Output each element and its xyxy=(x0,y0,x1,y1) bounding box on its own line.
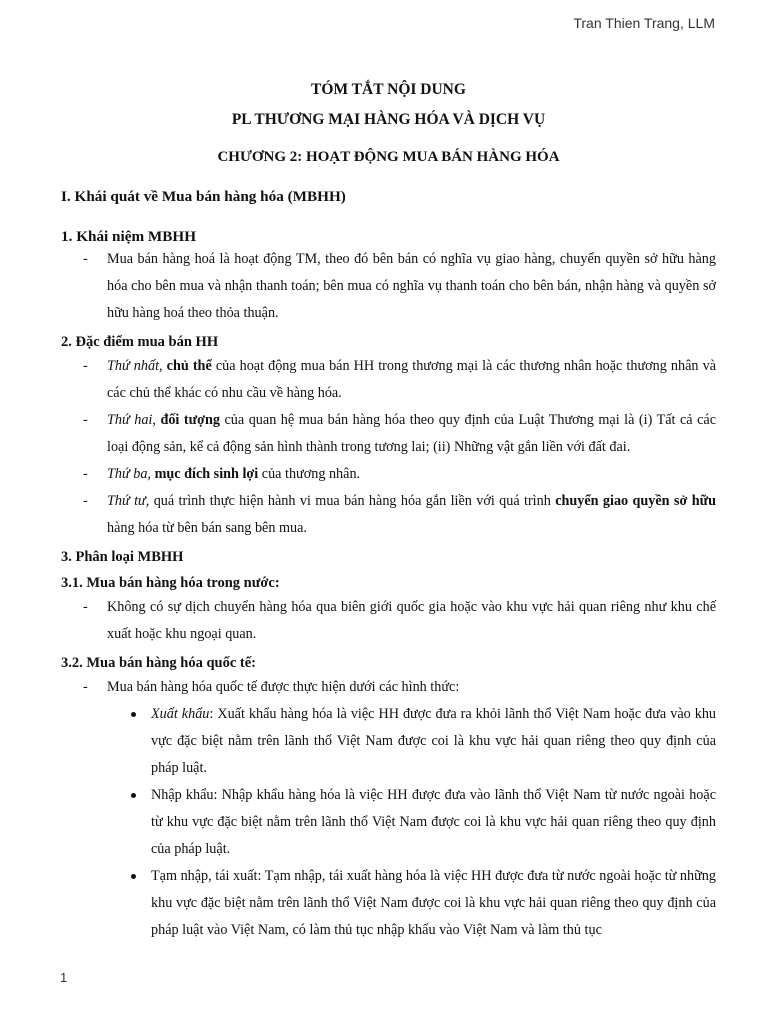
page-number: 1 xyxy=(60,970,68,985)
subsection-heading-2: 2. Đặc điểm mua bán HH xyxy=(61,334,219,350)
document-subtitle: PL THƯƠNG MẠI HÀNG HÓA VÀ DỊCH VỤ xyxy=(231,111,546,128)
subsection-heading-3: 3. Phân loại MBHH xyxy=(61,549,184,565)
item-lead: Thứ hai, xyxy=(107,412,156,428)
form-item-export: Xuất khẩu: Xuất khẩu hàng hóa là việc HH được đưa ra khỏi lãnh thổ Việt Nam hoặc đưa vào khu vực đặc biệt nằm trên lãnh thổ Việt Nam được coi là khu vực hải quan riêng theo quy định của pháp luật. xyxy=(61,701,716,782)
item-key: đối tượng xyxy=(160,412,220,428)
definition-item: - Mua bán hàng hoá là hoạt động TM, theo đó bên bán có nghĩa vụ giao hàng, chuyển quyền sở hữu hàng hóa cho bên mua và nhận thanh toán; bên mua có nghĩa vụ thanh toán cho bên bán, nhận hàng và quyền sở hữu hàng hoá theo thỏa thuận. xyxy=(61,246,716,327)
international-forms-list xyxy=(61,701,716,944)
item-lead: Thứ ba, xyxy=(107,466,152,482)
document-body xyxy=(61,80,716,944)
item-key: chuyển giao quyền sở hữu xyxy=(555,493,716,509)
characteristic-item: - Thứ hai, đối tượng của quan hệ mua bán hàng hóa theo quy định của Luật Thương mại là (i) Tất cả các loại động sản, kể cả động sản hình thành trong tương lai; (ii) Những vật gắn liền với đất đai. xyxy=(61,407,716,461)
characteristic-item: - Thứ tư, quá trình thực hiện hành vi mua bán hàng hóa gắn liền với quá trình chuyển giao quyền sở hữu hàng hóa từ bên bán sang bên mua. xyxy=(61,488,716,542)
item-key: mục đích sinh lợi xyxy=(154,466,259,482)
section-heading-1: I. Khái quát về Mua bán hàng hóa (MBHH) xyxy=(61,188,346,205)
characteristic-item: - Thứ ba, mục đích sinh lợi của thương nhân. xyxy=(61,461,716,488)
item-key: chủ thể xyxy=(166,358,212,374)
page-header-author: Tran Thien Trang, LLM xyxy=(573,15,715,31)
definition-list xyxy=(61,246,716,327)
form-item-temporary-import-reexport: Tạm nhập, tái xuất: Tạm nhập, tái xuất hàng hóa là việc HH được đưa từ nước ngoài hoặc từ những khu vực đặc biệt nằm trên lãnh thổ Việt Nam được coi là khu vực hải quan riêng theo quy định của pháp luật vào Việt Nam, có làm thủ tục nhập khẩu vào Việt Nam và làm thủ tục xyxy=(61,863,716,944)
item-lead: Thứ nhất, xyxy=(107,358,163,374)
document-title: TÓM TẮT NỘI DUNG xyxy=(311,81,466,98)
subsection-heading-3-1: 3.1. Mua bán hàng hóa trong nước: xyxy=(61,575,280,591)
subsection-heading-3-2: 3.2. Mua bán hàng hóa quốc tế: xyxy=(61,655,256,671)
chapter-title: CHƯƠNG 2: HOẠT ĐỘNG MUA BÁN HÀNG HÓA xyxy=(217,149,560,165)
international-item: - Mua bán hàng hóa quốc tế được thực hiện dưới các hình thức: xyxy=(61,674,716,701)
characteristic-item: - Thứ nhất, chủ thể của hoạt động mua bán HH trong thương mại là các thương nhân hoặc thương nhân và các chủ thể khác có nhu cầu về hàng hóa. xyxy=(61,353,716,407)
characteristics-list xyxy=(61,353,716,542)
form-term: Xuất khẩu xyxy=(151,706,210,722)
domestic-list xyxy=(61,594,716,648)
subsection-heading-1: 1. Khái niệm MBHH xyxy=(61,228,197,245)
international-list xyxy=(61,674,716,701)
form-item-import: Nhập khẩu: Nhập khẩu hàng hóa là việc HH được đưa vào lãnh thổ Việt Nam từ nước ngoài hoặc từ khu vực đặc biệt nằm trên lãnh thổ Việt Nam được coi là khu vực hải quan riêng theo quy định của pháp luật. xyxy=(61,782,716,863)
domestic-item: - Không có sự dịch chuyển hàng hóa qua biên giới quốc gia hoặc vào khu vực hải quan riêng như khu chế xuất hoặc khu ngoại quan. xyxy=(61,594,716,648)
item-lead: Thứ tư, xyxy=(107,493,150,509)
